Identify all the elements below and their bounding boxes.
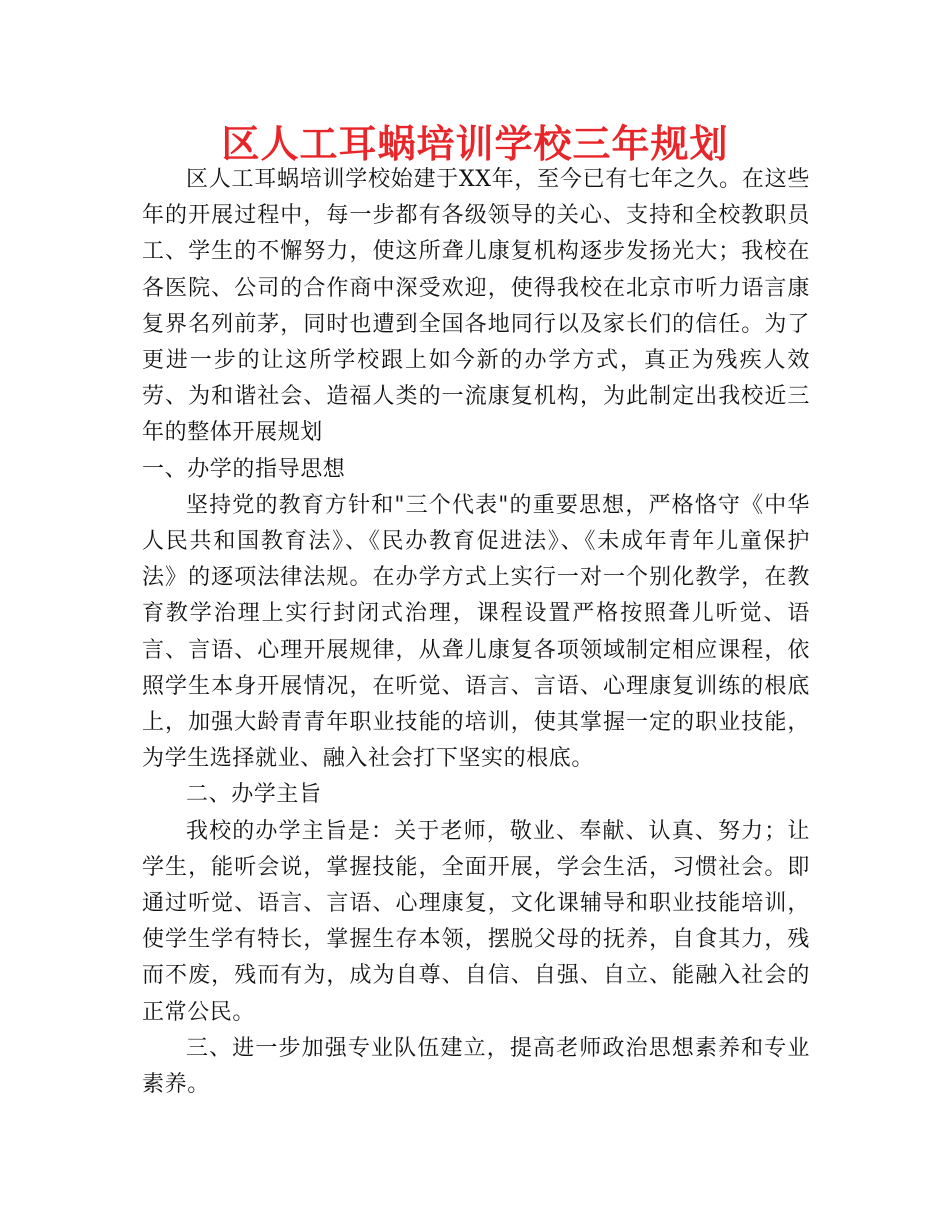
- page-title: 区人工耳蜗培训学校三年规划: [221, 122, 729, 166]
- purpose-paragraph: 我校的办学主旨是：关于老师，敬业、奉献、认真、努力；让学生，能听会说，掌握技能，全面开展，学会生活，习惯社会。即通过听觉、语言、言语、心理康复，文化课辅导和职业技能培训，使学生学有特长，掌握生存本领，摆脱父母的抚养，自食其力，残而不废，残而有为，成为自尊、自信、自强、自立、能融入社会的正常公民。: [142, 818, 810, 1025]
- document-body: [142, 162, 810, 1103]
- intro-paragraph: 区人工耳蜗培训学校始建于XX年，至今已有七年之久。在这些年的开展过程中，每一步都有各级领导的关心、支持和全校教职员工、学生的不懈努力，使这所聋儿康复机构逐步发扬光大；我校在各医院、公司的合作商中深受欢迎，使得我校在北京市听力语言康复界名列前茅，同时也遭到全国各地同行以及家长们的信任。为了更进一步的让这所学校跟上如今新的办学方式，真正为残疾人效劳、为和谐社会、造福人类的一流康复机构，为此制定出我校近三年的整体开展规划: [142, 167, 810, 446]
- section-heading-purpose: 二、办学主旨: [186, 782, 322, 808]
- section-heading-staff-development: 三、进一步加强专业队伍建立，提高老师政治思想素养和专业素养。: [142, 1035, 810, 1098]
- section-heading-guiding-ideology: 一、办学的指导思想: [142, 456, 346, 482]
- guiding-ideology-paragraph: 坚持党的教育方针和"三个代表"的重要思想，严格恪守《中华人民共和国教育法》、《民办教育促进法》、《未成年青年儿童保护法》的逐项法律法规。在办学方式上实行一对一个别化教学，在教育教学治理上实行封闭式治理，课程设置严格按照聋儿听觉、语言、言语、心理开展规律，从聋儿康复各项领域制定相应课程，依照学生本身开展情况，在听觉、语言、言语、心理康复训练的根底上，加强大龄青青年职业技能的培训，使其掌握一定的职业技能，为学生选择就业、融入社会打下坚实的根底。: [142, 492, 810, 772]
